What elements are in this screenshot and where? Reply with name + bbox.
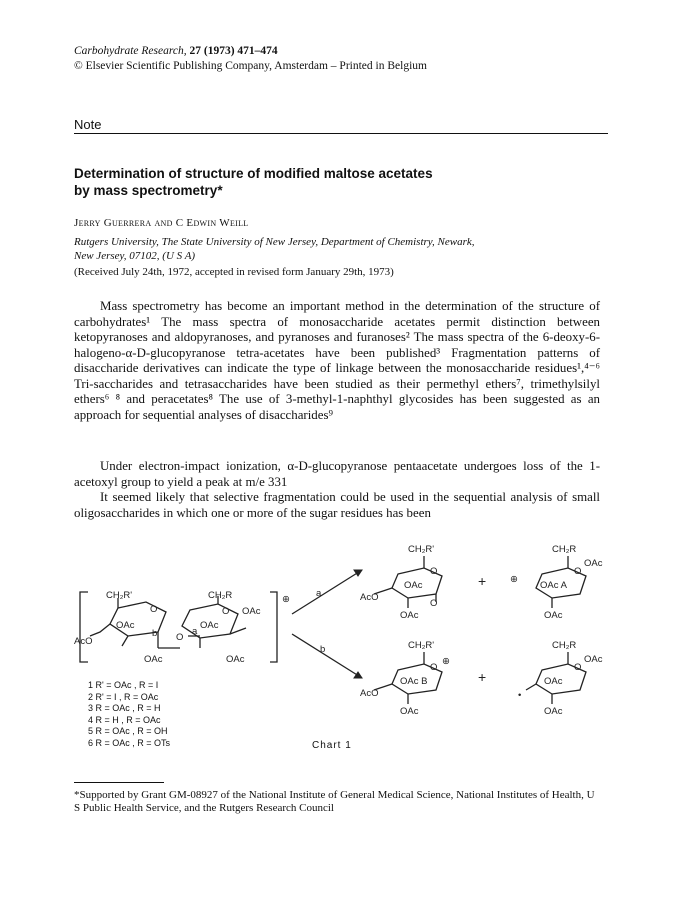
frag-a-o: O [574, 566, 582, 577]
frag-a-oac: OAc [584, 558, 603, 569]
compound-list [88, 680, 170, 749]
left-sub-r: CH₂R [208, 590, 233, 601]
authors: Jerry Guerrera and C Edwin Weill [74, 217, 249, 229]
compound-6: 6 R = OAc , R = OTs [88, 737, 171, 748]
chart-caption: Chart 1 [312, 740, 352, 751]
frag-top-aco: AcO [360, 592, 379, 603]
plus-top: + [478, 573, 487, 589]
arrow-label-b: b [320, 644, 326, 655]
compound-2: 2 R' = I , R = OAc [88, 691, 159, 702]
affiliation-line-1: Rutgers University, The State University of New Jersey, Department of Chemistry, Newark, [74, 236, 475, 248]
frag-bot-charge: ⊕ [442, 656, 450, 667]
journal-name: Carbohydrate Research, [74, 45, 187, 57]
compound-5: 5 R = OAc , R = OH [88, 726, 168, 736]
journal-ref: 27 (1973) 471–474 [189, 45, 278, 57]
affiliation [74, 235, 604, 263]
plus-bottom: + [478, 669, 487, 685]
ring-oac-1: OAc [242, 606, 261, 617]
frag-c-sub: CH₂R [552, 640, 577, 651]
journal-citation [74, 44, 278, 59]
left-sub-r-prime: CH₂R' [106, 590, 133, 601]
ring-oac-5: OAc [226, 654, 245, 665]
frag-top-sub: CH₂R' [408, 544, 435, 555]
compound-4: 4 R = H , R = OAc [88, 714, 161, 725]
left-aco: AcO [74, 636, 93, 647]
frag-bot-aco: AcO [360, 688, 379, 699]
paragraph-3: It seemed likely that selective fragmentation could be used in the sequential analysis of small oligosaccharides in which one or more of the sugar residues has been [74, 490, 600, 520]
article-title [74, 165, 594, 199]
title-line-1: Determination of structure of modified maltose acetates [74, 166, 433, 181]
ring-oac-3: OAc [200, 620, 219, 631]
frag-c-oac3: OAc [544, 706, 563, 717]
frag-c-o: O [574, 662, 582, 673]
frag-top-o: O [430, 566, 438, 577]
frag-c-radical: • [518, 690, 522, 701]
ring-o-1: O [150, 604, 158, 615]
section-label: Note [74, 117, 102, 132]
frag-a-oac2: OAc [544, 610, 563, 621]
frag-b-label: OAc B [400, 676, 428, 687]
compound-1: 1 R' = OAc , R = I [88, 680, 159, 690]
footnote: *Supported by Grant GM-08927 of the National Institute of General Medical Science, National Institutes of Health, U S Public Health Service, and the Rutgers Research Council [74, 789, 595, 814]
title-line-2: by mass spectrometry* [74, 183, 223, 198]
charge-left: ⊕ [282, 594, 290, 605]
footnote-rule [74, 782, 164, 783]
ring-oac-2: OAc [116, 620, 135, 631]
frag-c-oac2: OAc [544, 676, 563, 687]
section-divider [74, 133, 608, 134]
frag-a-sub: CH₂R [552, 544, 577, 555]
link-o: O [176, 632, 184, 643]
frag-top-oac: OAc [404, 580, 423, 591]
ring-oac-4: OAc [144, 654, 163, 665]
frag-bot-o: O [430, 662, 438, 673]
frag-c-oac: OAc [584, 654, 603, 665]
link-a: a [192, 626, 198, 637]
frag-a-label: OAc A [540, 580, 567, 591]
frag-a-charge: ⊕ [510, 574, 518, 585]
publisher-line: © Elsevier Scientific Publishing Company, Amsterdam – Printed in Belgium [74, 60, 427, 72]
frag-top-radical: O [430, 598, 438, 609]
paragraph-1: Mass spectrometry has become an important method in the determination of the structure of carbohydrates¹ The mass spectra of monosaccharide acetates permit distinction between ketopyranoses and aldopyranoses, and pyranoses and furanoses² The mass spectra of the 6-deoxy-6-halogeno-α-D-glucopyranose tetra-acetates have been published³ Fragmentation patterns of disaccharide derivatives can indicate the type of linkage between the monosaccharide residues¹,⁴⁻⁶ Tri-saccharides and tetrasaccharides have been studied as their permethyl ethers⁷, trimethylsilyl ethers⁶ ⁸ and peracetates⁸ The use of 3-methyl-1-naphthyl glycosides has been suggested as an approach for sequential analyses of disaccharides⁹ [74, 299, 600, 422]
received-dates: (Received July 24th, 1972, accepted in revised form January 29th, 1973) [74, 266, 394, 278]
frag-top-oac2: OAc [400, 610, 419, 621]
paragraph-2: Under electron-impact ionization, α-D-glucopyranose pentaacetate undergoes loss of the 1-acetoxyl group to yield a peak at m/e 331 [74, 459, 600, 489]
frag-bot-oac: OAc [400, 706, 419, 717]
link-b: b [152, 628, 158, 639]
ring-o-2: O [222, 606, 230, 617]
compound-3: 3 R = OAc , R = H [88, 703, 161, 713]
affiliation-line-2: New Jersey, 07102, (U S A) [74, 250, 196, 262]
arrow-label-a: a [316, 588, 322, 599]
frag-bot-sub: CH₂R' [408, 640, 435, 651]
